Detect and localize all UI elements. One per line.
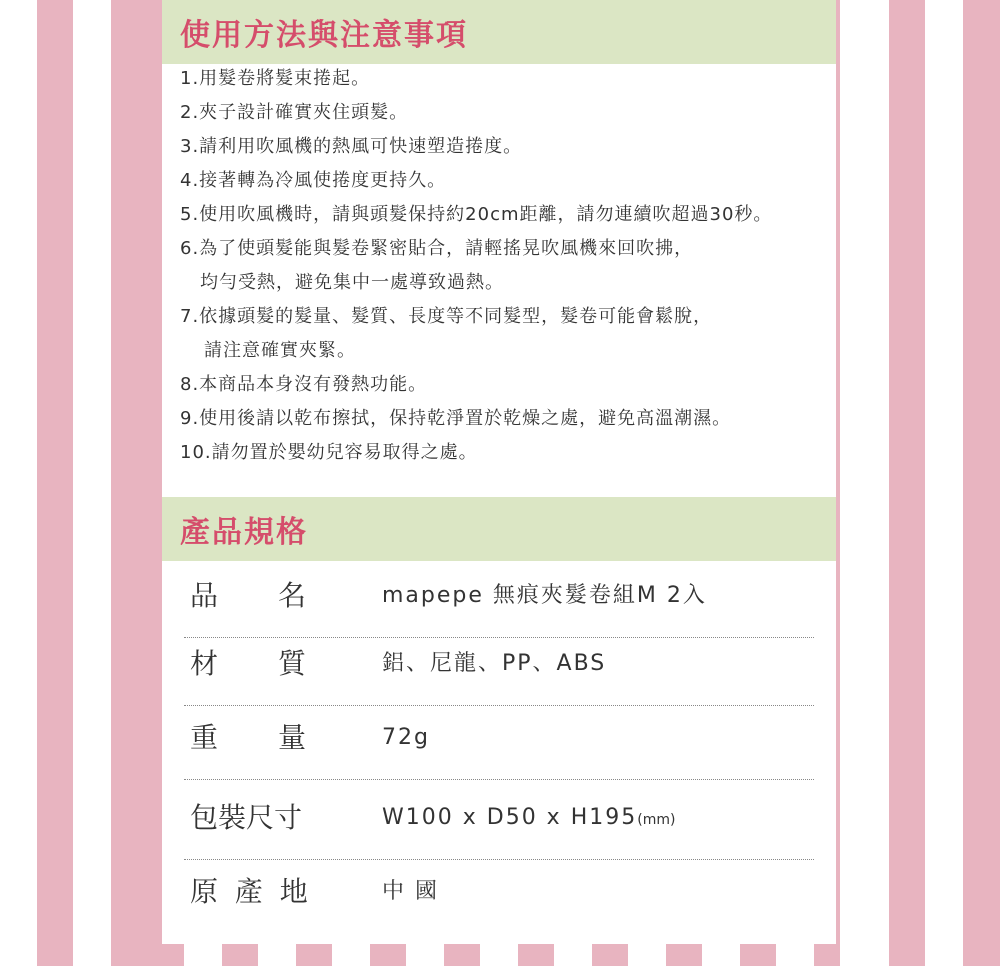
spec-value [382, 788, 675, 850]
spec-row-weight [184, 708, 814, 780]
usage-line: 4.接著轉為冷風使捲度更持久。 [180, 170, 447, 191]
decorative-bottom-edge [148, 944, 840, 966]
spec-label: 重 量 [190, 721, 323, 754]
usage-line-continued: 請注意確實夾緊。 [204, 340, 356, 361]
usage-line: 8.本商品本身沒有發熱功能。 [180, 374, 428, 395]
spec-size-value: W100 x D50 x H195 [382, 805, 638, 830]
spec-row-product-name [184, 566, 814, 638]
usage-section-header [162, 0, 836, 64]
usage-line: 6.為了使頭髮能與髮卷緊密貼合，請輕搖晃吹風機來回吹拂， [180, 238, 694, 259]
spec-size-unit: (mm) [637, 812, 676, 828]
usage-line: 7.依據頭髮的髮量、髮質、長度等不同髮型，髮卷可能會鬆脫， [180, 306, 713, 327]
usage-line-continued: 均勻受熱，避免集中一處導致過熱。 [200, 272, 504, 293]
right-stripe-background [840, 0, 1000, 966]
spec-label: 材 質 [190, 647, 323, 680]
spec-value: 中 國 [382, 879, 439, 904]
spec-title: 產品規格 [180, 515, 308, 550]
usage-line: 9.使用後請以乾布擦拭，保持乾淨置於乾燥之處，避免高溫潮濕。 [180, 408, 732, 429]
usage-line: 5.使用吹風機時，請與頭髮保持約20cm距離，請勿連續吹超過30秒。 [180, 204, 773, 225]
usage-instruction-list [180, 62, 830, 470]
spec-row-package-size [184, 788, 814, 860]
spec-label: 原 產 地 [190, 875, 312, 908]
usage-line: 10.請勿置於嬰幼兒容易取得之處。 [180, 442, 478, 463]
usage-line: 1.用髮卷將髮束捲起。 [180, 68, 371, 89]
usage-title: 使用方法與注意事項 [180, 18, 468, 53]
usage-line: 2.夾子設計確實夾住頭髮。 [180, 102, 409, 123]
spec-label: 品 名 [190, 579, 323, 612]
spec-section-header [162, 497, 836, 561]
spec-row-origin [184, 862, 814, 934]
spec-value: 72g [382, 725, 430, 750]
spec-value: 鋁、尼龍、PP、ABS [382, 651, 607, 676]
usage-line: 3.請利用吹風機的熱風可快速塑造捲度。 [180, 136, 523, 157]
spec-value: mapepe 無痕夾髮卷組M 2入 [382, 583, 707, 608]
spec-row-material [184, 634, 814, 706]
spec-label: 包裝尺寸 [190, 801, 303, 834]
